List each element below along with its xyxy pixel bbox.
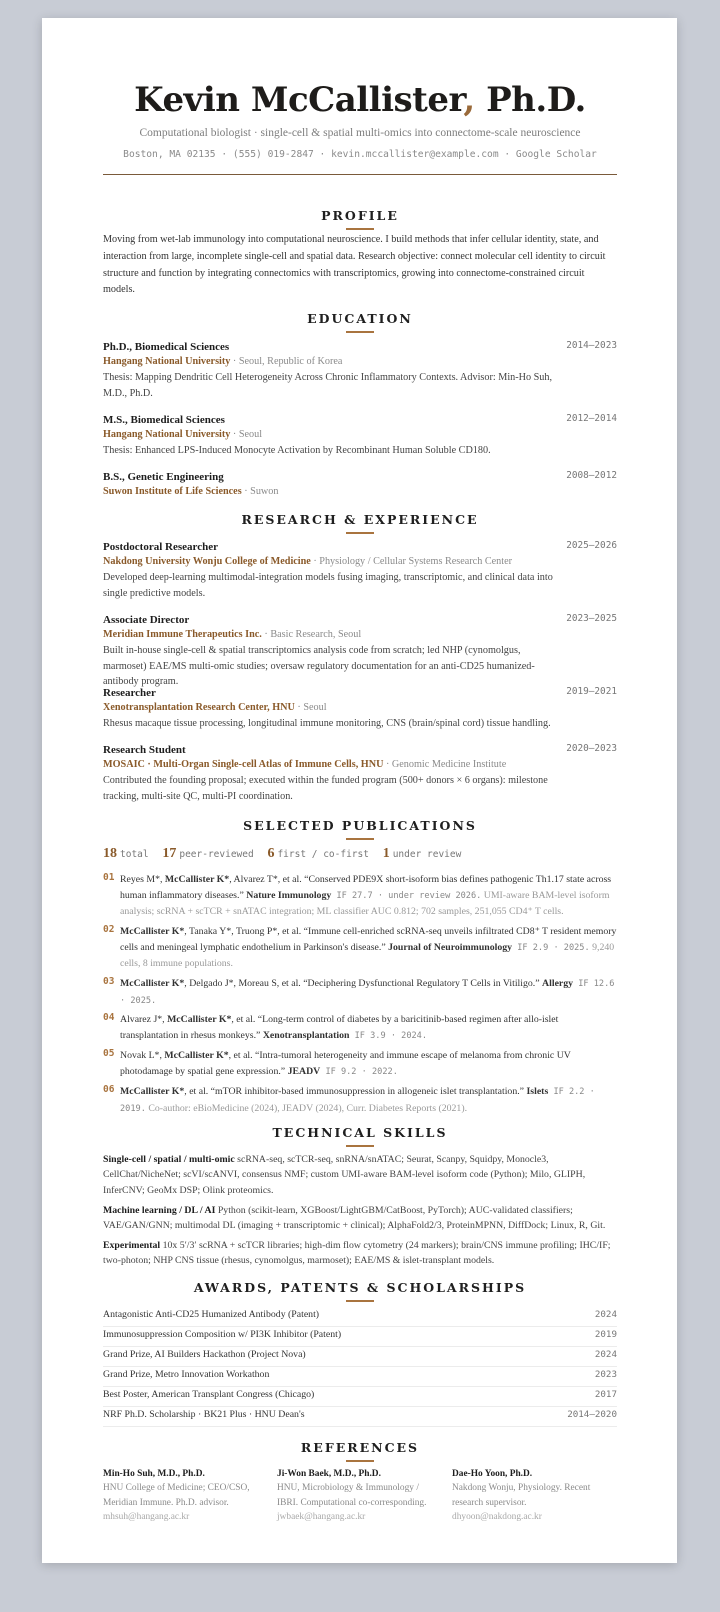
journal-name: Islets xyxy=(526,1086,549,1097)
award-year: 2024 xyxy=(594,1349,617,1360)
tagline: Computational biologist · single-cell & spatial multi-omics into connectome-scale neuroscience xyxy=(139,127,581,139)
impact-meta: IF 2.9 · 2025. xyxy=(512,942,590,953)
publication-item xyxy=(103,1084,617,1117)
award-name: Grand Prize, Metro Innovation Workathon xyxy=(103,1369,270,1380)
award-name: Grand Prize, AI Builders Hackathon (Project Nova) xyxy=(103,1349,306,1360)
role-title: Associate Director xyxy=(103,614,190,626)
section-heading-references: REFERENCES xyxy=(103,1440,617,1462)
stat-first-author xyxy=(267,846,369,861)
publication-note: Co-author: eBioMedicine (2024), JEADV (2024), Curr. Diabetes Reports (2021). xyxy=(145,1102,468,1114)
organization-name: MOSAIC · Multi-Organ Single-cell Atlas of Immune Cells, HNU xyxy=(103,759,384,770)
publication-item xyxy=(103,924,617,972)
organization xyxy=(103,700,617,716)
education-item xyxy=(103,340,617,401)
education-description: Thesis: Mapping Dendritic Cell Heterogeneity Across Chronic Inflammatory Contexts. Advisor: Min-Ho Suh, M.D., Ph.D. xyxy=(103,372,553,399)
education-description: Thesis: Enhanced LPS-Induced Monocyte Activation by Recombinant Human Soluble CD180. xyxy=(103,445,491,456)
publication-citation xyxy=(120,976,617,1009)
award-year: 2014–2020 xyxy=(567,1409,617,1420)
stat-label: total xyxy=(120,849,149,860)
stat-total xyxy=(103,846,149,861)
degree-title: B.S., Genetic Engineering xyxy=(103,471,224,483)
institution xyxy=(103,354,617,370)
organization-name: Nakdong University Wonju College of Medicine xyxy=(103,556,311,567)
reference-description: HNU, Microbiology & Immunology / IBRI. Computational co-corresponding. xyxy=(277,1483,427,1508)
authors-title: , et al. “Long-term control of diabetes by a baricitinib-based regimen after allo-islet transplantation in rhesus monkeys.” xyxy=(120,1014,559,1041)
award-year: 2017 xyxy=(594,1389,617,1400)
award-year: 2024 xyxy=(594,1309,617,1320)
journal-name: Nature Immunology xyxy=(246,889,332,901)
institution-location: · Seoul xyxy=(230,429,263,440)
section-heading-profile: PROFILE xyxy=(103,208,617,230)
name-comma: , xyxy=(463,80,475,120)
author-self: McCallister K* xyxy=(164,1050,229,1061)
role-description: Developed deep-learning multimodal-integration models fusing imaging, transcriptomic, and clinical data into single predictive models. xyxy=(103,572,553,599)
date-range: 2025–2026 xyxy=(566,540,617,551)
authors-title: , Alvarez T*, et al. “Conserved PDE9X short-isoform bias defines pathogenic Th1.17 state across human inflammatory diseases.” xyxy=(120,874,612,901)
reference-name: Dae-Ho Yoon, Ph.D. xyxy=(452,1469,533,1479)
organization-detail: · Basic Research, Seoul xyxy=(261,629,362,640)
organization xyxy=(103,757,617,773)
reference-email[interactable]: jwbaek@hangang.ac.kr xyxy=(277,1512,366,1523)
organization-detail: · Genomic Medicine Institute xyxy=(383,759,507,770)
author-self: McCallister K* xyxy=(120,926,185,937)
section-heading-awards: AWARDS, PATENTS & SCHOLARSHIPS xyxy=(103,1280,617,1302)
stat-label: under review xyxy=(392,849,462,860)
stat-peer-reviewed xyxy=(162,846,254,861)
journal-name: JEADV xyxy=(287,1065,321,1077)
journal-name: Allergy xyxy=(542,978,574,989)
role-title: Researcher xyxy=(103,687,156,699)
author-self: McCallister K* xyxy=(120,1086,185,1097)
impact-meta: IF 3.9 · 2024. xyxy=(349,1030,428,1041)
skill-text: scRNA-seq, scTCR-seq, snRNA/snATAC; Seurat, Scanpy, Squidpy, Monocle3, CellChat/NicheNet; scVI/scANVI, consensus NMF; custom UMI-aware BAM-level isoform code (Python); Milo, GLIPH, InferCNV; GeoMx DSP; Olink proteomics. xyxy=(103,1154,586,1196)
stat-label: peer-reviewed xyxy=(179,849,254,860)
role-title: Research Student xyxy=(103,744,186,756)
publication-citation xyxy=(120,924,617,972)
skill-label: Single-cell / spatial / multi-omic xyxy=(103,1154,235,1165)
publication-number: 04 xyxy=(103,1012,115,1023)
name-text: Kevin McCallister xyxy=(134,80,464,120)
authors-title: , Tanaka Y*, Truong P*, et al. “Immune cell-enriched scRNA-seq unveils infiltrated CD8⁺ T resident memory cells and meningeal lymphatic endothelium in Parkinson's disease.” xyxy=(120,926,617,953)
impact-meta: IF 12.6 · 2025. xyxy=(120,979,615,1006)
authors-before: Novak L*, xyxy=(120,1050,165,1061)
award-row xyxy=(103,1366,617,1387)
experience-item xyxy=(103,743,617,804)
publication-item xyxy=(103,872,617,920)
date-range: 2014–2023 xyxy=(566,340,617,351)
stat-under-review xyxy=(382,846,462,861)
name-suffix: Ph.D. xyxy=(474,80,586,120)
date-range: 2008–2012 xyxy=(566,470,617,481)
candidate-name xyxy=(103,80,617,120)
award-row xyxy=(103,1346,617,1367)
stat-label: first / co-first xyxy=(277,849,369,860)
date-range: 2023–2025 xyxy=(566,613,617,624)
stat-number: 17 xyxy=(162,846,177,861)
publication-citation xyxy=(120,872,617,920)
award-row xyxy=(103,1386,617,1407)
skill-group xyxy=(103,1238,617,1269)
publication-item xyxy=(103,976,617,1009)
section-heading-skills: TECHNICAL SKILLS xyxy=(103,1125,617,1147)
author-self: McCallister K* xyxy=(120,978,185,989)
reference-description: Nakdong Wonju, Physiology. Recent research supervisor. xyxy=(452,1483,591,1508)
section-heading-publications: SELECTED PUBLICATIONS xyxy=(103,818,617,840)
organization-detail: · Physiology / Cellular Systems Research Center xyxy=(310,556,512,567)
skill-group xyxy=(103,1203,617,1234)
experience-item xyxy=(103,540,617,601)
award-name: Antagonistic Anti-CD25 Humanized Antibody (Patent) xyxy=(103,1309,320,1320)
education-item xyxy=(103,413,617,459)
authors-before: Alvarez J*, xyxy=(120,1014,168,1025)
organization xyxy=(103,627,617,643)
role-description: Contributed the founding proposal; executed within the funded program (500+ donors × 6 organs): milestone tracking, multi-site QC, multi-PI coordination. xyxy=(103,775,548,802)
section-heading-education: EDUCATION xyxy=(103,311,617,333)
reference-card xyxy=(277,1467,427,1525)
authors-before: Reyes M*, xyxy=(120,874,165,885)
skill-text: Python (scikit-learn, XGBoost/LightGBM/CatBoost, PyTorch); AUC-validated classifiers; VAE/GAN/GNN; multimodal DL (imaging + transcriptomic + clinical); AlphaFold2/3, ProteinMPNN, DiffDock; Linux, R, Git. xyxy=(103,1205,606,1232)
authors-title: , Delgado J*, Moreau S, et al. “Deciphering Dysfunctional Regulatory T Cells in Vitiligo.” xyxy=(184,978,543,989)
section-heading-experience: RESEARCH & EXPERIENCE xyxy=(103,512,617,534)
award-row xyxy=(103,1406,617,1427)
role-description: Rhesus macaque tissue processing, longitudinal immune monitoring, CNS (brain/spinal cord) tissue handling. xyxy=(103,718,551,729)
impact-meta: IF 2.2 · 2019. xyxy=(120,1087,595,1114)
award-name: Best Poster, American Transplant Congress (Chicago) xyxy=(103,1389,315,1400)
publication-note: UMI-aware BAM-level isoform analysis; scRNA + scTCR + snATAC integration; ML classifier AUC 0.812; 702 samples, 251,055 CD4⁺ T cells. xyxy=(120,889,610,918)
authors-title: , et al. “mTOR inhibitor-based immunosuppression in allogeneic islet transplantation.” xyxy=(184,1086,527,1097)
impact-meta: IF 27.7 · under review 2026. xyxy=(331,890,482,901)
resume-page xyxy=(42,18,677,1563)
publication-note: 9,240 cells, 8 immune populations. xyxy=(120,941,615,970)
publication-item xyxy=(103,1048,617,1080)
date-range: 2020–2023 xyxy=(566,743,617,754)
publication-number: 03 xyxy=(103,976,115,987)
reference-card xyxy=(452,1467,602,1525)
author-self: McCallister K* xyxy=(167,1014,232,1025)
degree-title: M.S., Biomedical Sciences xyxy=(103,414,225,426)
stat-number: 18 xyxy=(103,846,117,861)
award-name: Immunosuppression Composition w/ PI3K Inhibitor (Patent) xyxy=(103,1329,342,1340)
publication-number: 02 xyxy=(103,924,115,935)
institution-name: Hangang National University xyxy=(103,429,231,440)
experience-item xyxy=(103,613,617,690)
stat-number: 6 xyxy=(267,846,275,861)
reference-email[interactable]: dhyoon@nakdong.ac.kr xyxy=(452,1512,542,1523)
author-self: McCallister K* xyxy=(164,874,230,885)
impact-meta: IF 9.2 · 2022. xyxy=(320,1066,398,1077)
skill-label: Machine learning / DL / AI xyxy=(103,1205,216,1216)
publication-stats xyxy=(103,846,469,862)
publication-citation xyxy=(120,1084,617,1117)
publication-item xyxy=(103,1012,617,1044)
contact-line[interactable]: Boston, MA 02135 · (555) 019-2847 · kevin.mccallister@example.com · Google Scholar xyxy=(123,149,597,160)
date-range: 2012–2014 xyxy=(566,413,617,424)
institution xyxy=(103,427,617,443)
reference-email[interactable]: mhsuh@hangang.ac.kr xyxy=(103,1512,190,1523)
experience-item xyxy=(103,686,617,732)
skill-text: 10x 5′/3′ scRNA + scTCR libraries; high-dim flow cytometry (24 markers); brain/CNS immune profiling; IHC/IF; two-photon; NHP CNS tissue (rhesus, cynomolgus, marmoset); EAE/MS & islet-transplant models. xyxy=(103,1240,611,1267)
header-divider xyxy=(103,174,617,175)
institution-name: Suwon Institute of Life Sciences xyxy=(103,486,242,497)
degree-title: Ph.D., Biomedical Sciences xyxy=(103,341,230,353)
award-year: 2019 xyxy=(594,1329,617,1340)
reference-card xyxy=(103,1467,253,1525)
role-title: Postdoctoral Researcher xyxy=(103,541,218,553)
publication-number: 05 xyxy=(103,1048,115,1059)
institution-location: · Suwon xyxy=(241,486,279,497)
organization-name: Xenotransplantation Research Center, HNU xyxy=(103,702,295,713)
journal-name: Journal of Neuroimmunology xyxy=(388,941,513,953)
reference-description: HNU College of Medicine; CEO/CSO, Meridian Immune. Ph.D. advisor. xyxy=(103,1483,250,1508)
profile-text: Moving from wet-lab immunology into computational neuroscience. I build methods that infer cellular identity, state, and interaction from large, incomplete single-cell and spatial data. Research objective: connect molecular cell identity to circuit structure and function by integrating connectomics with transcriptomics, growing into connectome-constrained circuit models. xyxy=(103,234,606,296)
publication-number: 01 xyxy=(103,872,115,883)
reference-name: Min-Ho Suh, M.D., Ph.D. xyxy=(103,1469,205,1479)
publication-citation xyxy=(120,1012,617,1044)
institution-location: · Seoul, Republic of Korea xyxy=(230,356,343,367)
organization-name: Meridian Immune Therapeutics Inc. xyxy=(103,629,262,640)
award-row xyxy=(103,1306,617,1327)
organization xyxy=(103,554,617,570)
role-description: Built in-house single-cell & spatial transcriptomics analysis code from scratch; led NHP (cynomolgus, marmoset) EAE/MS multi-omic studies; oversaw regulatory documentation for an anti-CD25 humanized-antibody program. xyxy=(103,645,535,688)
award-year: 2023 xyxy=(594,1369,617,1380)
journal-name: Xenotransplantation xyxy=(262,1029,350,1041)
award-row xyxy=(103,1326,617,1347)
award-name: NRF Ph.D. Scholarship · BK21 Plus · HNU Dean's xyxy=(103,1409,305,1420)
organization-detail: · Seoul xyxy=(294,702,327,713)
skill-label: Experimental xyxy=(103,1240,161,1251)
authors-title: , et al. “Intra-tumoral heterogeneity and immune escape of melanoma from chronic UV photodamage by spatial gene expression.” xyxy=(120,1050,571,1077)
date-range: 2019–2021 xyxy=(566,686,617,697)
education-item xyxy=(103,470,617,500)
institution-name: Hangang National University xyxy=(103,356,231,367)
institution xyxy=(103,484,617,500)
stat-number: 1 xyxy=(382,846,390,861)
publication-number: 06 xyxy=(103,1084,115,1095)
reference-name: Ji-Won Baek, M.D., Ph.D. xyxy=(277,1469,381,1479)
skill-group xyxy=(103,1152,617,1198)
publication-citation xyxy=(120,1048,617,1080)
